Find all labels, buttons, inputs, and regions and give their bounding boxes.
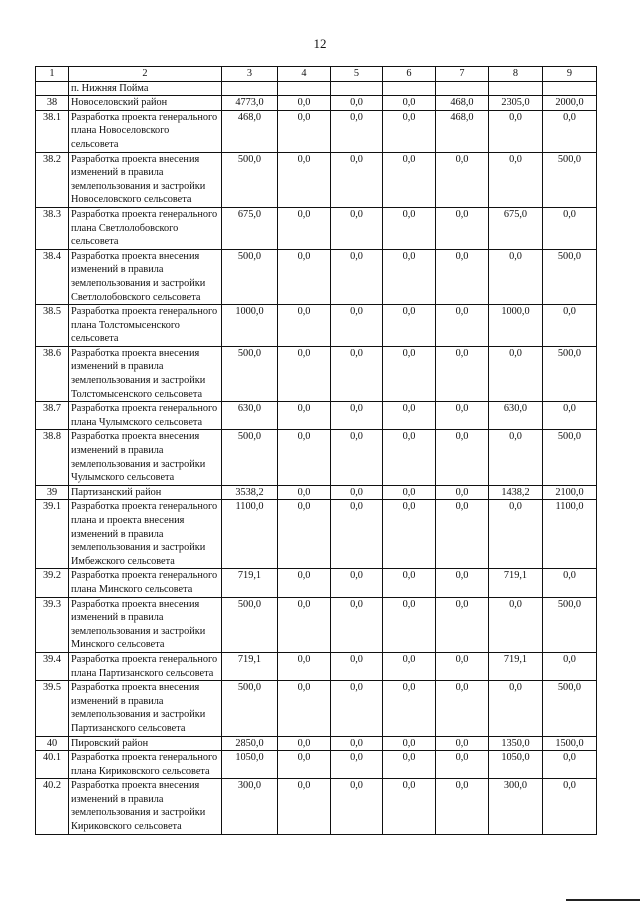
row-name: Партизанский район xyxy=(69,485,222,500)
value-cell-col-8: 300,0 xyxy=(489,779,543,834)
row-number: 38 xyxy=(36,96,69,111)
value-cell-col-6 xyxy=(383,81,436,96)
value-cell-col-9: 500,0 xyxy=(543,346,597,401)
value-cell-col-9: 0,0 xyxy=(543,207,597,249)
value-cell-col-5: 0,0 xyxy=(331,402,383,430)
value-cell-col-5: 0,0 xyxy=(331,430,383,485)
value-cell-col-8: 0,0 xyxy=(489,500,543,569)
row-name: Разработка проекта генерального плана Светлолобовского сельсовета xyxy=(69,207,222,249)
value-cell-col-5: 0,0 xyxy=(331,96,383,111)
value-cell-col-4 xyxy=(278,81,331,96)
value-cell-col-3: 500,0 xyxy=(222,681,278,736)
table-row xyxy=(36,402,597,430)
row-name: Новоселовский район xyxy=(69,96,222,111)
value-cell-col-6: 0,0 xyxy=(383,500,436,569)
value-cell-col-9: 0,0 xyxy=(543,402,597,430)
value-cell-col-8: 2305,0 xyxy=(489,96,543,111)
row-name: п. Нижняя Пойма xyxy=(69,81,222,96)
value-cell-col-5: 0,0 xyxy=(331,652,383,680)
value-cell-col-9: 500,0 xyxy=(543,430,597,485)
value-cell-col-3: 1100,0 xyxy=(222,500,278,569)
value-cell-col-6: 0,0 xyxy=(383,305,436,347)
value-cell-col-6: 0,0 xyxy=(383,249,436,304)
row-number: 38.6 xyxy=(36,346,69,401)
header-cell-6: 6 xyxy=(383,67,436,82)
row-name: Разработка проекта генерального плана и проекта внесения изменений в правила землепользования и застройки Имбежского сельсовета xyxy=(69,500,222,569)
value-cell-col-8 xyxy=(489,81,543,96)
value-cell-col-3: 500,0 xyxy=(222,249,278,304)
value-cell-col-9: 0,0 xyxy=(543,751,597,779)
value-cell-col-9: 1500,0 xyxy=(543,736,597,751)
value-cell-col-8: 675,0 xyxy=(489,207,543,249)
value-cell-col-6: 0,0 xyxy=(383,652,436,680)
value-cell-col-7: 0,0 xyxy=(436,249,489,304)
value-cell-col-4: 0,0 xyxy=(278,152,331,207)
value-cell-col-7: 0,0 xyxy=(436,597,489,652)
header-cell-8: 8 xyxy=(489,67,543,82)
value-cell-col-4: 0,0 xyxy=(278,736,331,751)
value-cell-col-3: 2850,0 xyxy=(222,736,278,751)
value-cell-col-5: 0,0 xyxy=(331,736,383,751)
value-cell-col-8: 0,0 xyxy=(489,152,543,207)
row-name: Разработка проекта внесения изменений в правила землепользования и застройки Чулымского сельсовета xyxy=(69,430,222,485)
value-cell-col-7: 0,0 xyxy=(436,485,489,500)
value-cell-col-4: 0,0 xyxy=(278,751,331,779)
value-cell-col-6: 0,0 xyxy=(383,110,436,152)
row-name: Разработка проекта генерального плана Кириковского сельсовета xyxy=(69,751,222,779)
value-cell-col-3: 630,0 xyxy=(222,402,278,430)
row-number: 38.4 xyxy=(36,249,69,304)
value-cell-col-4: 0,0 xyxy=(278,681,331,736)
row-name: Разработка проекта генерального плана Чулымского сельсовета xyxy=(69,402,222,430)
table-row xyxy=(36,736,597,751)
value-cell-col-8: 1000,0 xyxy=(489,305,543,347)
value-cell-col-8: 1438,2 xyxy=(489,485,543,500)
value-cell-col-9: 2000,0 xyxy=(543,96,597,111)
row-name: Разработка проекта генерального плана Новоселовского сельсовета xyxy=(69,110,222,152)
value-cell-col-4: 0,0 xyxy=(278,500,331,569)
value-cell-col-6: 0,0 xyxy=(383,751,436,779)
value-cell-col-3: 4773,0 xyxy=(222,96,278,111)
row-number: 38.2 xyxy=(36,152,69,207)
value-cell-col-9: 0,0 xyxy=(543,305,597,347)
value-cell-col-8: 719,1 xyxy=(489,652,543,680)
value-cell-col-4: 0,0 xyxy=(278,597,331,652)
table-row xyxy=(36,96,597,111)
value-cell-col-6: 0,0 xyxy=(383,681,436,736)
row-number: 39.3 xyxy=(36,597,69,652)
row-number: 38.5 xyxy=(36,305,69,347)
header-cell-2: 2 xyxy=(69,67,222,82)
value-cell-col-9: 0,0 xyxy=(543,779,597,834)
value-cell-col-6: 0,0 xyxy=(383,569,436,597)
table-row xyxy=(36,500,597,569)
table-row xyxy=(36,346,597,401)
value-cell-col-7: 0,0 xyxy=(436,402,489,430)
value-cell-col-6: 0,0 xyxy=(383,96,436,111)
value-cell-col-6: 0,0 xyxy=(383,152,436,207)
table-row xyxy=(36,569,597,597)
row-name: Разработка проекта генерального плана Толстомысенского сельсовета xyxy=(69,305,222,347)
header-cell-4: 4 xyxy=(278,67,331,82)
value-cell-col-7: 0,0 xyxy=(436,500,489,569)
value-cell-col-8: 0,0 xyxy=(489,430,543,485)
table-row xyxy=(36,430,597,485)
value-cell-col-5: 0,0 xyxy=(331,779,383,834)
table-row xyxy=(36,681,597,736)
value-cell-col-9: 0,0 xyxy=(543,569,597,597)
value-cell-col-8: 0,0 xyxy=(489,681,543,736)
value-cell-col-6: 0,0 xyxy=(383,597,436,652)
value-cell-col-5: 0,0 xyxy=(331,110,383,152)
value-cell-col-5 xyxy=(331,81,383,96)
table-body xyxy=(36,81,597,834)
value-cell-col-5: 0,0 xyxy=(331,681,383,736)
value-cell-col-3: 719,1 xyxy=(222,569,278,597)
row-number: 39.1 xyxy=(36,500,69,569)
value-cell-col-6: 0,0 xyxy=(383,779,436,834)
value-cell-col-9: 500,0 xyxy=(543,152,597,207)
value-cell-col-3: 300,0 xyxy=(222,779,278,834)
header-cell-9: 9 xyxy=(543,67,597,82)
value-cell-col-7: 0,0 xyxy=(436,569,489,597)
table-row xyxy=(36,485,597,500)
value-cell-col-7: 0,0 xyxy=(436,207,489,249)
header-cell-3: 3 xyxy=(222,67,278,82)
value-cell-col-7: 468,0 xyxy=(436,96,489,111)
budget-table xyxy=(35,66,597,835)
value-cell-col-5: 0,0 xyxy=(331,249,383,304)
value-cell-col-4: 0,0 xyxy=(278,430,331,485)
value-cell-col-5: 0,0 xyxy=(331,346,383,401)
value-cell-col-9: 0,0 xyxy=(543,652,597,680)
value-cell-col-5: 0,0 xyxy=(331,597,383,652)
value-cell-col-3: 1050,0 xyxy=(222,751,278,779)
value-cell-col-9: 1100,0 xyxy=(543,500,597,569)
value-cell-col-5: 0,0 xyxy=(331,305,383,347)
row-number: 39.5 xyxy=(36,681,69,736)
row-number xyxy=(36,81,69,96)
value-cell-col-4: 0,0 xyxy=(278,249,331,304)
value-cell-col-5: 0,0 xyxy=(331,207,383,249)
value-cell-col-4: 0,0 xyxy=(278,402,331,430)
value-cell-col-5: 0,0 xyxy=(331,569,383,597)
row-name: Разработка проекта внесения изменений в правила землепользования и застройки Партизанского сельсовета xyxy=(69,681,222,736)
value-cell-col-6: 0,0 xyxy=(383,430,436,485)
value-cell-col-8: 0,0 xyxy=(489,346,543,401)
value-cell-col-4: 0,0 xyxy=(278,207,331,249)
value-cell-col-3: 719,1 xyxy=(222,652,278,680)
value-cell-col-9: 2100,0 xyxy=(543,485,597,500)
table-row xyxy=(36,751,597,779)
table-row xyxy=(36,81,597,96)
table-row xyxy=(36,152,597,207)
value-cell-col-3: 468,0 xyxy=(222,110,278,152)
value-cell-col-6: 0,0 xyxy=(383,346,436,401)
row-number: 39.2 xyxy=(36,569,69,597)
value-cell-col-6: 0,0 xyxy=(383,402,436,430)
value-cell-col-7: 0,0 xyxy=(436,305,489,347)
row-number: 39 xyxy=(36,485,69,500)
row-name: Разработка проекта внесения изменений в правила землепользования и застройки Толстомысенского сельсовета xyxy=(69,346,222,401)
value-cell-col-4: 0,0 xyxy=(278,569,331,597)
value-cell-col-7: 0,0 xyxy=(436,681,489,736)
value-cell-col-9 xyxy=(543,81,597,96)
value-cell-col-8: 630,0 xyxy=(489,402,543,430)
value-cell-col-3: 3538,2 xyxy=(222,485,278,500)
value-cell-col-7 xyxy=(436,81,489,96)
value-cell-col-9: 500,0 xyxy=(543,681,597,736)
footer-rule xyxy=(566,899,640,901)
table-row xyxy=(36,779,597,834)
row-number: 40.2 xyxy=(36,779,69,834)
row-number: 38.1 xyxy=(36,110,69,152)
row-name: Разработка проекта внесения изменений в правила землепользования и застройки Кириковского сельсовета xyxy=(69,779,222,834)
value-cell-col-8: 1350,0 xyxy=(489,736,543,751)
row-number: 39.4 xyxy=(36,652,69,680)
row-number: 38.3 xyxy=(36,207,69,249)
value-cell-col-3 xyxy=(222,81,278,96)
row-number: 40.1 xyxy=(36,751,69,779)
value-cell-col-6: 0,0 xyxy=(383,485,436,500)
value-cell-col-3: 500,0 xyxy=(222,152,278,207)
header-cell-1: 1 xyxy=(36,67,69,82)
value-cell-col-6: 0,0 xyxy=(383,736,436,751)
value-cell-col-4: 0,0 xyxy=(278,779,331,834)
row-name: Разработка проекта внесения изменений в правила землепользования и застройки Новоселовского сельсовета xyxy=(69,152,222,207)
row-name: Разработка проекта генерального плана Минского сельсовета xyxy=(69,569,222,597)
value-cell-col-3: 1000,0 xyxy=(222,305,278,347)
value-cell-col-4: 0,0 xyxy=(278,110,331,152)
table-row xyxy=(36,110,597,152)
row-name: Разработка проекта внесения изменений в правила землепользования и застройки Минского сельсовета xyxy=(69,597,222,652)
value-cell-col-8: 0,0 xyxy=(489,597,543,652)
header-cell-7: 7 xyxy=(436,67,489,82)
value-cell-col-7: 0,0 xyxy=(436,430,489,485)
value-cell-col-4: 0,0 xyxy=(278,305,331,347)
value-cell-col-9: 500,0 xyxy=(543,597,597,652)
value-cell-col-4: 0,0 xyxy=(278,346,331,401)
row-name: Пировский район xyxy=(69,736,222,751)
value-cell-col-4: 0,0 xyxy=(278,485,331,500)
table-row xyxy=(36,652,597,680)
header-cell-5: 5 xyxy=(331,67,383,82)
value-cell-col-4: 0,0 xyxy=(278,652,331,680)
table-row xyxy=(36,597,597,652)
table-header xyxy=(36,67,597,82)
table-row xyxy=(36,207,597,249)
value-cell-col-4: 0,0 xyxy=(278,96,331,111)
value-cell-col-3: 500,0 xyxy=(222,346,278,401)
row-number: 38.7 xyxy=(36,402,69,430)
value-cell-col-5: 0,0 xyxy=(331,152,383,207)
header-row xyxy=(36,67,597,82)
value-cell-col-7: 0,0 xyxy=(436,346,489,401)
value-cell-col-7: 0,0 xyxy=(436,736,489,751)
value-cell-col-8: 0,0 xyxy=(489,249,543,304)
value-cell-col-7: 0,0 xyxy=(436,779,489,834)
value-cell-col-8: 719,1 xyxy=(489,569,543,597)
value-cell-col-9: 500,0 xyxy=(543,249,597,304)
value-cell-col-3: 500,0 xyxy=(222,597,278,652)
row-number: 38.8 xyxy=(36,430,69,485)
value-cell-col-7: 468,0 xyxy=(436,110,489,152)
value-cell-col-3: 675,0 xyxy=(222,207,278,249)
table-row xyxy=(36,249,597,304)
value-cell-col-5: 0,0 xyxy=(331,751,383,779)
table-row xyxy=(36,305,597,347)
value-cell-col-3: 500,0 xyxy=(222,430,278,485)
value-cell-col-7: 0,0 xyxy=(436,652,489,680)
value-cell-col-7: 0,0 xyxy=(436,152,489,207)
page-number: 12 xyxy=(313,36,327,51)
value-cell-col-5: 0,0 xyxy=(331,485,383,500)
row-number: 40 xyxy=(36,736,69,751)
value-cell-col-6: 0,0 xyxy=(383,207,436,249)
row-name: Разработка проекта генерального плана Партизанского сельсовета xyxy=(69,652,222,680)
row-name: Разработка проекта внесения изменений в правила землепользования и застройки Светлолобовского сельсовета xyxy=(69,249,222,304)
value-cell-col-9: 0,0 xyxy=(543,110,597,152)
value-cell-col-8: 1050,0 xyxy=(489,751,543,779)
value-cell-col-8: 0,0 xyxy=(489,110,543,152)
value-cell-col-5: 0,0 xyxy=(331,500,383,569)
value-cell-col-7: 0,0 xyxy=(436,751,489,779)
